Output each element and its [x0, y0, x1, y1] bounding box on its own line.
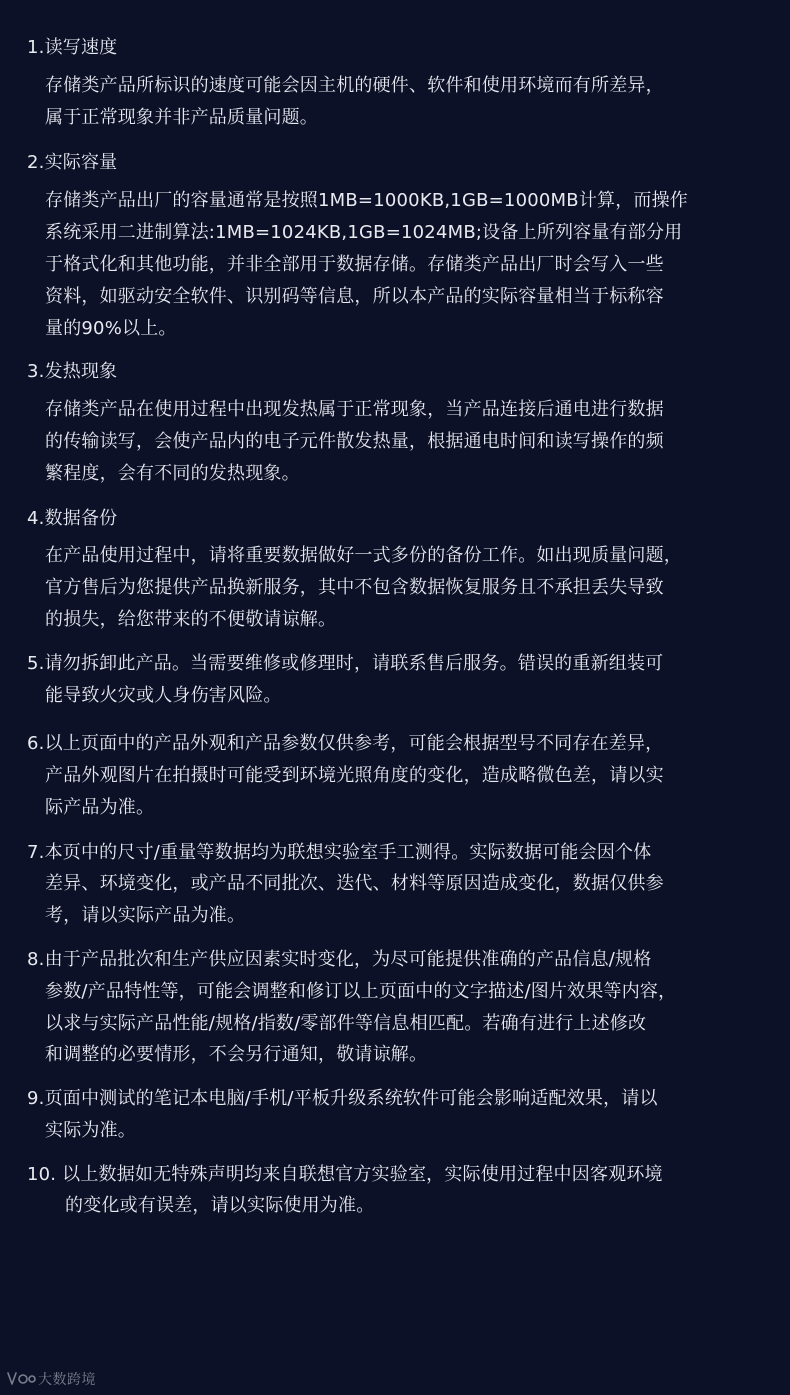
item-text: 和调整的必要情形，不会另行通知，敬请谅解。	[45, 1044, 428, 1065]
item-text: 于格式化和其他功能，并非全部用于数据存储。存储类产品出厂时会写入一些	[45, 254, 664, 275]
watermark-text: 大数跨境	[38, 1372, 96, 1388]
item-text: 参数/产品特性等，可能会调整和修订以上页面中的文字描述/图片效果等内容，	[45, 981, 677, 1002]
item-text: 系统采用二进制算法:1MB=1024KB,1GB=1024MB;设备上所列容量有部分用	[45, 222, 683, 243]
item-heading: 1.读写速度	[27, 37, 118, 58]
item-text: 的变化或有误差，请以实际使用为准。	[65, 1195, 375, 1216]
watermark	[6, 1368, 96, 1390]
item-text: 实际为准。	[45, 1120, 136, 1141]
brand-logo-icon	[6, 1370, 36, 1388]
item-text: 考，请以实际产品为准。	[45, 905, 246, 926]
item-text: 繁程度，会有不同的发热现象。	[45, 463, 300, 484]
item-text: 7.本页中的尺寸/重量等数据均为联想实验室手工测得。实际数据可能会因个体	[27, 842, 652, 863]
item-text: 8.由于产品批次和生产供应因素实时变化，为尽可能提供准确的产品信息/规格	[27, 949, 652, 970]
item-text: 的损失，给您带来的不便敬请谅解。	[45, 609, 337, 630]
item-text: 6.以上页面中的产品外观和产品参数仅供参考，可能会根据型号不同存在差异，	[27, 733, 664, 754]
item-text: 际产品为准。	[45, 797, 155, 818]
item-text: 以求与实际产品性能/规格/指数/零部件等信息相匹配。若确有进行上述修改	[45, 1013, 647, 1034]
item-text: 属于正常现象并非产品质量问题。	[45, 107, 318, 128]
item-text: 存储类产品出厂的容量通常是按照1MB=1000KB,1GB=1000MB计算，而操作	[45, 190, 689, 211]
item-text: 产品外观图片在拍摄时可能受到环境光照角度的变化，造成略微色差，请以实	[45, 765, 664, 786]
item-heading: 2.实际容量	[27, 152, 118, 173]
item-text: 存储类产品在使用过程中出现发热属于正常现象，当产品连接后通电进行数据	[45, 399, 664, 420]
item-text: 的传输读写，会使产品内的电子元件散发热量，根据通电时间和读写操作的频	[45, 431, 664, 452]
item-heading: 3.发热现象	[27, 361, 118, 382]
item-text: 5.请勿拆卸此产品。当需要维修或修理时，请联系售后服务。错误的重新组装可	[27, 653, 664, 674]
item-text: 存储类产品所标识的速度可能会因主机的硬件、软件和使用环境而有所差异，	[45, 75, 664, 96]
item-text: 在产品使用过程中，请将重要数据做好一式多份的备份工作。如出现质量问题，	[45, 545, 682, 566]
item-text: 资料，如驱动安全软件、识别码等信息，所以本产品的实际容量相当于标称容	[45, 286, 664, 307]
item-text: 量的90%以上。	[45, 318, 177, 339]
item-text: 差异、环境变化，或产品不同批次、迭代、材料等原因造成变化，数据仅供参	[45, 873, 664, 894]
item-text: 9.页面中测试的笔记本电脑/手机/平板升级系统软件可能会影响适配效果，请以	[27, 1088, 658, 1109]
item-text: 官方售后为您提供产品换新服务，其中不包含数据恢复服务且不承担丢失导致	[45, 577, 664, 598]
item-text: 能导致火灾或人身伤害风险。	[45, 685, 282, 706]
item-heading: 4.数据备份	[27, 508, 118, 529]
item-text: 10. 以上数据如无特殊声明均来自联想官方实验室，实际使用过程中因客观环境	[27, 1164, 663, 1185]
